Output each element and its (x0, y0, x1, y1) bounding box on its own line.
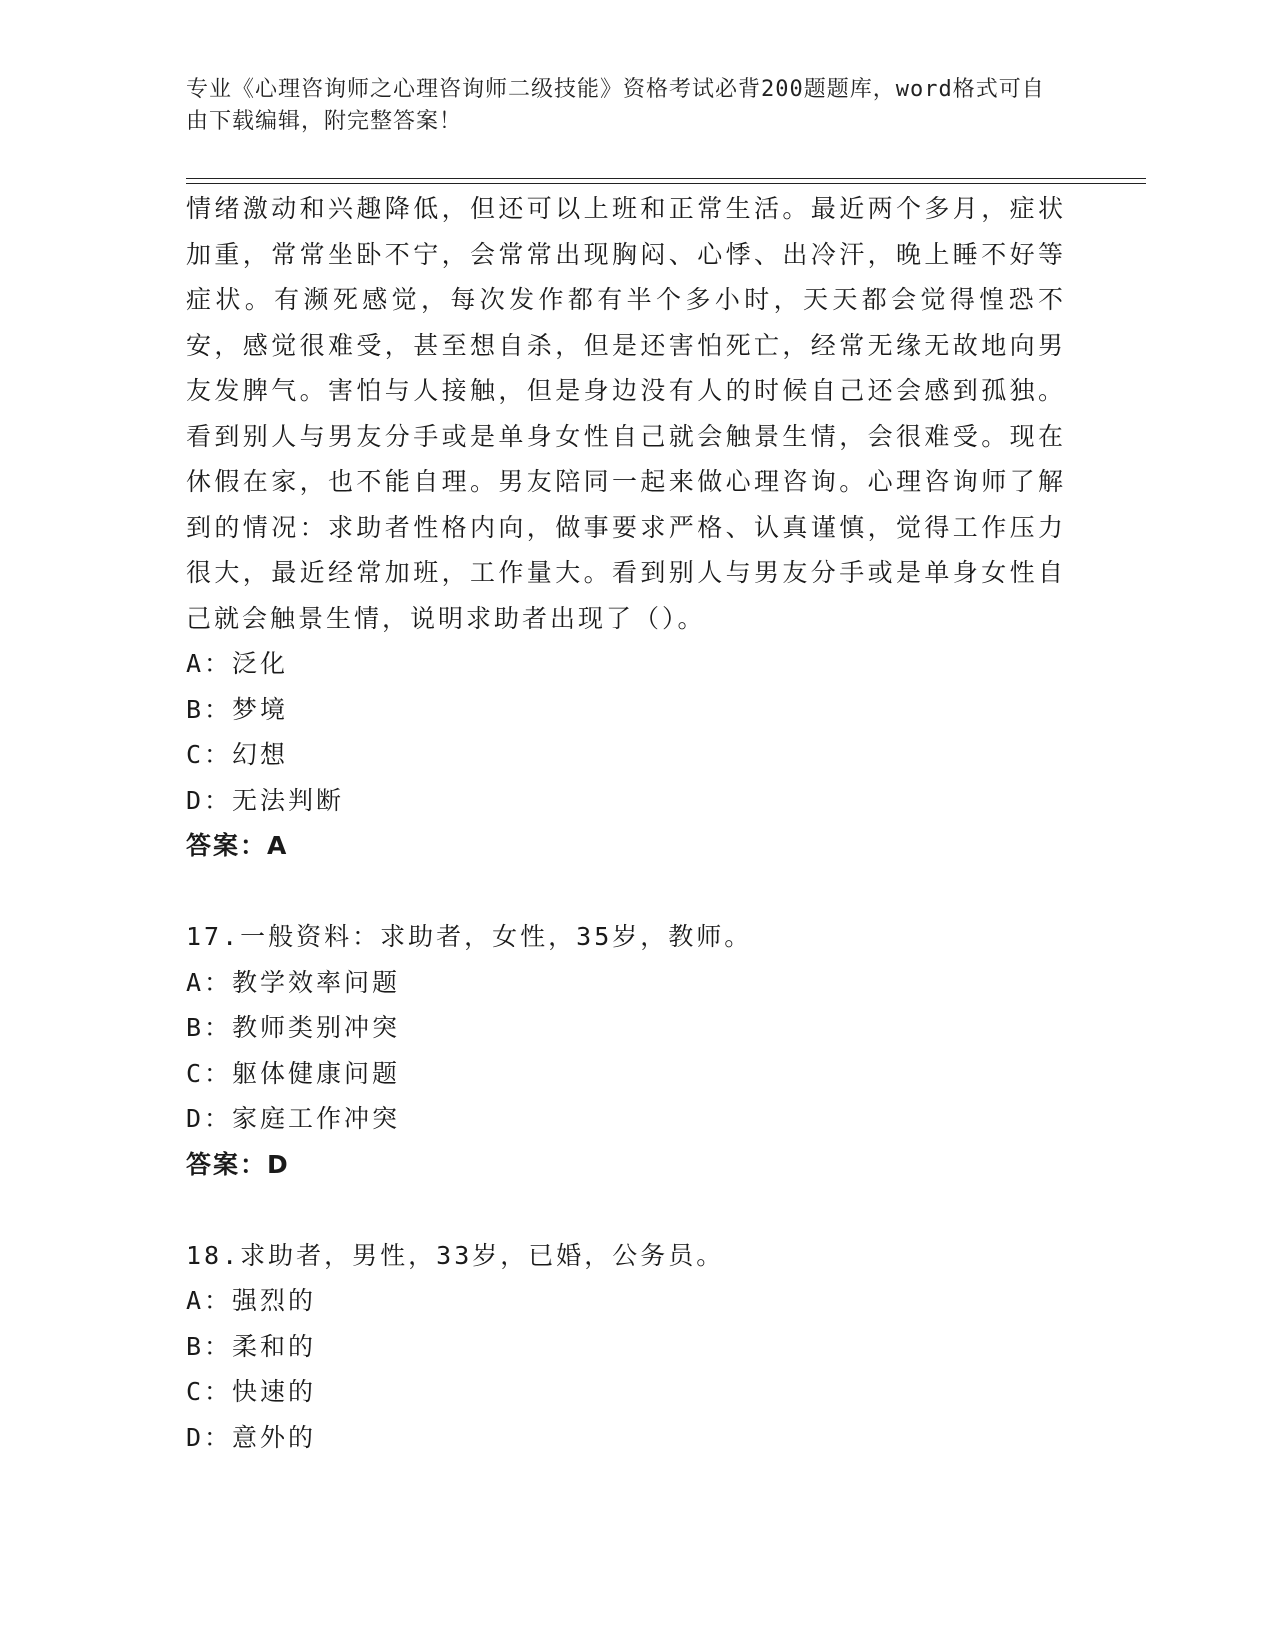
option-d: D：家庭工作冲突 (186, 1104, 401, 1133)
option-b: B：梦境 (186, 694, 289, 724)
option-d: D：意外的 (186, 1422, 317, 1452)
option-c: C：快速的 (186, 1377, 317, 1406)
option-b: B：教师类别冲突 (186, 1013, 401, 1042)
answer-line: 答案：A (186, 831, 289, 860)
option-a: A：强烈的 (186, 1286, 317, 1315)
spacer (186, 1187, 1066, 1233)
question-stem: 情绪激动和兴趣降低，但还可以上班和正常生活。最近两个多月，症状加重，常常坐卧不宁，会常常出现胸闷、心悸、出冷汗，晚上睡不好等症状。有濒死感觉，每次发作都有半个多小时，天天都会觉得惶恐不安，感觉很难受，甚至想自杀，但是还害怕死亡，经常无缘无故地向男友发脾气。害怕与人接触，但是身边没有人的时候自己还会感到孤独。看到别人与男友分手或是单身女性自己就会触景生情，会很难受。现在休假在家，也不能自理。男友陪同一起来做心理咨询。心理咨询师了解到的情况：求助者性格内向，做事要求严格、认真谨慎，觉得工作压力很大，最近经常加班，工作量大。看到别人与男友分手或是单身女性自己就会触景生情，说明求助者出现了（）。 (186, 194, 1066, 633)
document-header: 专业《心理咨询师之心理咨询师二级技能》资格考试必背200题题库，word格式可自由下载编辑，附完整答案！ (186, 77, 1045, 134)
question-17 (186, 914, 1066, 1187)
option-a: A：泛化 (186, 649, 289, 678)
document-body (186, 186, 1066, 1460)
option-c: C：幻想 (186, 740, 289, 769)
option-d: D：无法判断 (186, 785, 345, 815)
question-18 (186, 1233, 1066, 1461)
spacer (186, 869, 1066, 915)
question-stem: 18.求助者，男性，33岁，已婚，公务员。 (186, 1240, 725, 1270)
option-b: B：柔和的 (186, 1331, 317, 1361)
header-divider (186, 178, 1146, 184)
option-a: A：教学效率问题 (186, 967, 401, 997)
option-c: C：躯体健康问题 (186, 1058, 401, 1088)
question-16 (186, 186, 1066, 869)
question-stem: 17.一般资料：求助者，女性，35岁，教师。 (186, 922, 753, 951)
answer-line: 答案：D (186, 1149, 290, 1179)
